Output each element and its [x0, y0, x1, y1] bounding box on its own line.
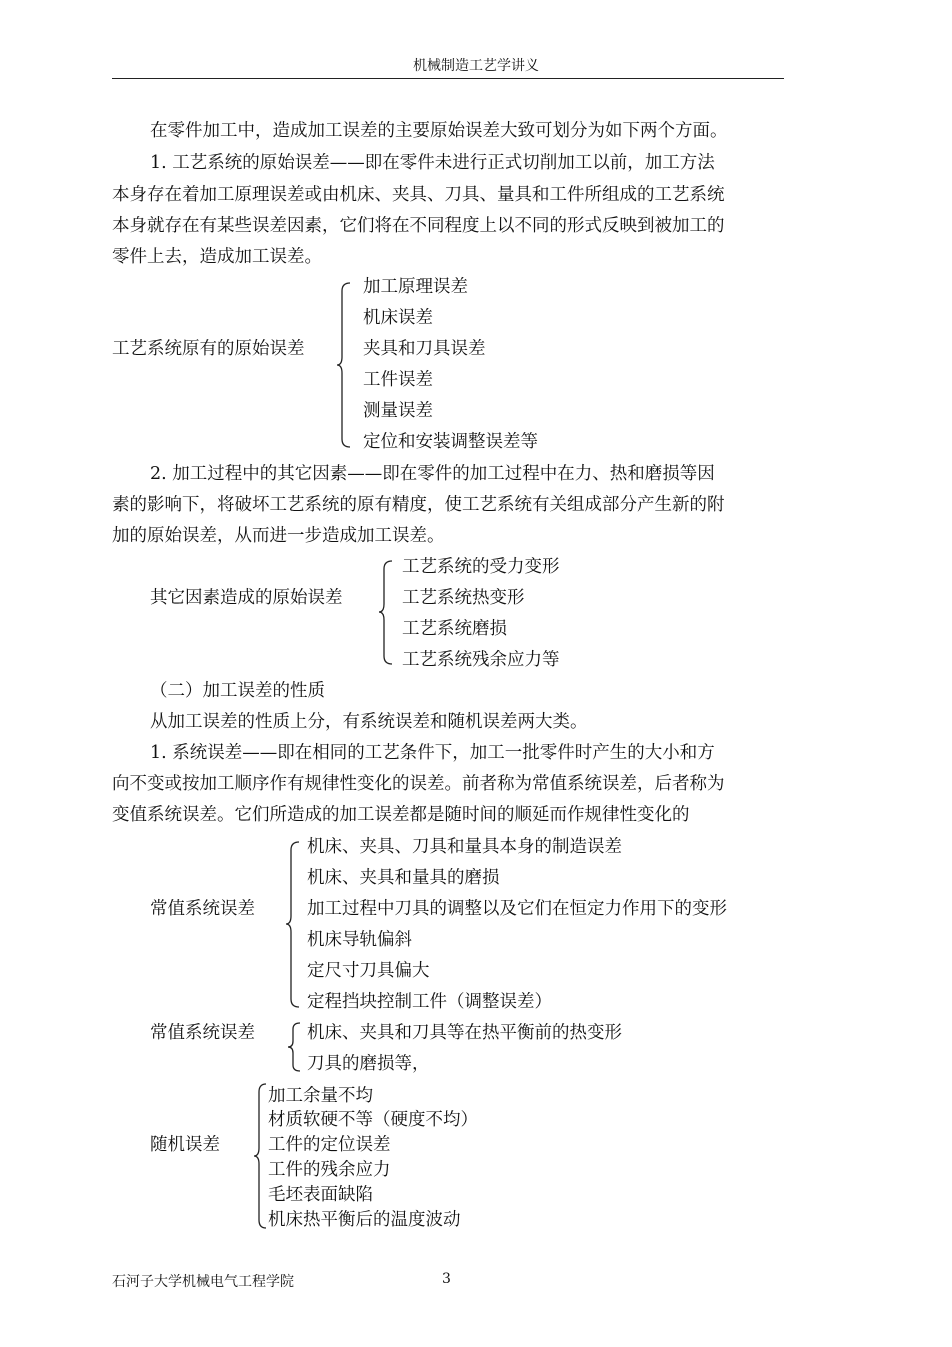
nature-heading: （二）加工误差的性质 [150, 681, 325, 701]
variable-item: 刀具的磨损等， [307, 1054, 430, 1074]
group1-item: 测量误差 [363, 401, 433, 421]
random-brace [253, 1083, 269, 1229]
footer-institution: 石河子大学机械电气工程学院 [112, 1274, 294, 1290]
group1-item: 工件误差 [363, 370, 433, 390]
constant-item: 定尺寸刀具偏大 [307, 961, 430, 981]
group1-label: 工艺系统原有的原始误差 [112, 339, 305, 359]
group2-item: 工艺系统磨损 [402, 619, 507, 639]
random-item: 材质软硬不等（硬度不均） [268, 1110, 478, 1130]
constant-item: 机床、夹具和量具的磨损 [307, 868, 500, 888]
random-item: 机床热平衡后的温度波动 [268, 1210, 461, 1230]
constant-label: 常值系统误差 [150, 899, 255, 919]
constant-item: 机床导轨偏斜 [307, 930, 412, 950]
group1-brace [336, 282, 354, 448]
section2-line-1: 2. 加工过程中的其它因素——即在零件的加工过程中在力、热和磨损等因 [150, 464, 715, 484]
group1-item: 定位和安装调整误差等 [363, 432, 538, 452]
section1-line-4: 零件上去，造成加工误差。 [112, 247, 322, 267]
page-header: 机械制造工艺学讲义 [413, 58, 539, 74]
variable-label: 常值系统误差 [150, 1023, 255, 1043]
random-item: 工件的定位误差 [268, 1135, 391, 1155]
page-number: 3 [442, 1271, 451, 1287]
constant-brace [285, 841, 303, 1008]
nature-line-3: 变值系统误差。它们所造成的加工误差都是随时间的顺延而作规律性变化的 [112, 805, 690, 825]
section2-line-2: 素的影响下，将破坏工艺系统的原有精度，使工艺系统有关组成部分产生新的附 [112, 495, 725, 515]
group1-item: 夹具和刀具误差 [363, 339, 486, 359]
random-item: 加工余量不均 [268, 1086, 373, 1106]
random-item: 工件的残余应力 [268, 1160, 391, 1180]
variable-brace [287, 1022, 303, 1072]
section1-line-2: 本身存在着加工原理误差或由机床、夹具、刀具、量具和工件所组成的工艺系统 [112, 185, 725, 205]
section1-line-1: 1. 工艺系统的原始误差——即在零件未进行正式切削加工以前，加工方法 [150, 153, 715, 173]
group1-item: 机床误差 [363, 308, 433, 328]
nature-line-1: 1. 系统误差——即在相同的工艺条件下，加工一批零件时产生的大小和方 [150, 743, 715, 763]
group2-item: 工艺系统的受力变形 [402, 557, 560, 577]
group2-brace [378, 560, 396, 665]
group2-item: 工艺系统热变形 [402, 588, 525, 608]
nature-intro: 从加工误差的性质上分，有系统误差和随机误差两大类。 [150, 712, 588, 732]
nature-line-2: 向不变或按加工顺序作有规律性变化的误差。前者称为常值系统误差，后者称为 [112, 774, 725, 794]
random-item: 毛坯表面缺陷 [268, 1185, 373, 1205]
group1-item: 加工原理误差 [363, 277, 468, 297]
constant-item: 加工过程中刀具的调整以及它们在恒定力作用下的变形 [307, 899, 727, 919]
section1-line-3: 本身就存在有某些误差因素，它们将在不同程度上以不同的形式反映到被加工的 [112, 216, 725, 236]
constant-item: 定程挡块控制工件（调整误差） [307, 992, 552, 1012]
variable-item: 机床、夹具和刀具等在热平衡前的热变形 [307, 1023, 622, 1043]
constant-item: 机床、夹具、刀具和量具本身的制造误差 [307, 837, 622, 857]
random-label: 随机误差 [150, 1135, 220, 1155]
group2-label: 其它因素造成的原始误差 [150, 588, 343, 608]
intro-paragraph: 在零件加工中，造成加工误差的主要原始误差大致可划分为如下两个方面。 [150, 121, 728, 141]
group2-item: 工艺系统残余应力等 [402, 650, 560, 670]
header-rule [112, 78, 784, 79]
section2-line-3: 加的原始误差，从而进一步造成加工误差。 [112, 526, 445, 546]
